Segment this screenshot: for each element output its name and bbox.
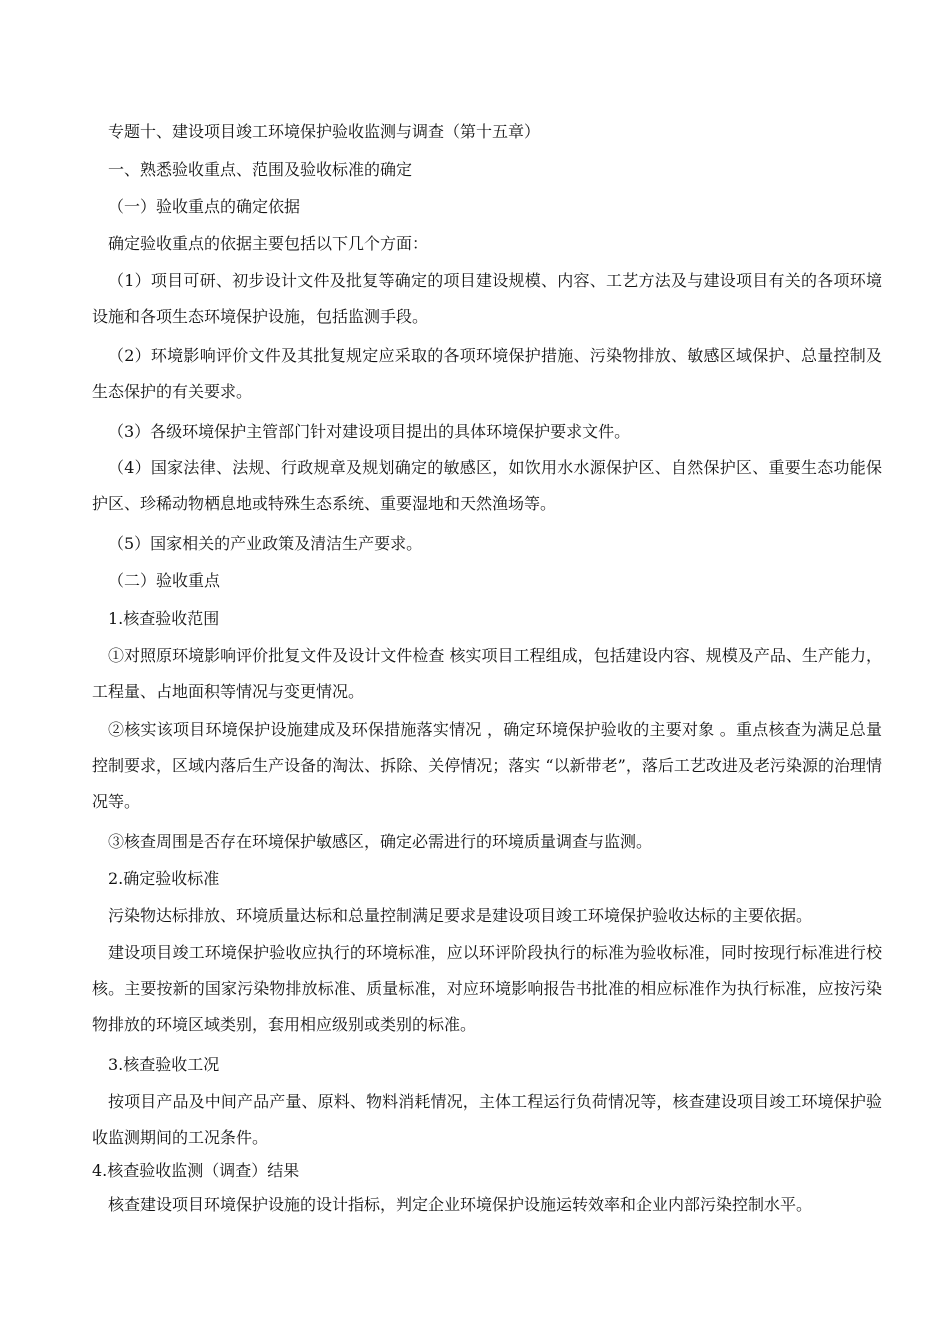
conditions-paragraph: 按项目产品及中间产品产量、原料、物料消耗情况，主体工程运行负荷情况等，核查建设项目竣工环境保护验收监测期间的工况条件。	[92, 1092, 882, 1147]
subsection-heading-1: （一）验收重点的确定依据	[108, 197, 301, 216]
results-paragraph: 核查建设项目环境保护设施的设计指标，判定企业环境保护设施运转效率和企业内部污染控制水平。	[108, 1195, 813, 1214]
check-item-3: ③核查周围是否存在环境保护敏感区，确定必需进行的环境质量调查与监测。	[108, 832, 653, 851]
item-4-paragraph: （4）国家法律、法规、行政规章及规划确定的敏感区，如饮用水水源保护区、自然保护区、重要生态功能保护区、珍稀动物栖息地或特殊生态系统、重要湿地和天然渔场等。	[92, 458, 882, 513]
subsection-heading-2: （二）验收重点	[108, 571, 221, 590]
check-item-1: ①对照原环境影响评价批复文件及设计文件检查 核实项目工程组成，包括建设内容、规模及产品、生产能力，工程量、占地面积等情况与变更情况。	[92, 646, 882, 701]
heading-conditions: 3.核查验收工况	[108, 1055, 220, 1074]
item-2-paragraph: （2）环境影响评价文件及其批复规定应采取的各项环境保护措施、污染物排放、敏感区域保护、总量控制及生态保护的有关要求。	[92, 346, 882, 401]
standards-paragraph-1: 污染物达标排放、环境质量达标和总量控制满足要求是建设项目竣工环境保护验收达标的主要依据。	[108, 906, 813, 925]
check-item-2: ②核实该项目环境保护设施建成及环保措施落实情况 ，确定环境保护验收的主要对象 。重点核查为满足总量控制要求，区域内落后生产设备的淘汰、拆除、关停情况；落实 “以新带老”，落后工艺改进及老污染源的治理情况等。	[92, 720, 882, 811]
item-5-paragraph: （5）国家相关的产业政策及清洁生产要求。	[108, 534, 423, 553]
doc-title: 专题十、建设项目竣工环境保护验收监测与调查（第十五章）	[108, 122, 541, 141]
heading-standards: 2.确定验收标准	[108, 869, 220, 888]
item-3-paragraph: （3）各级环境保护主管部门针对建设项目提出的具体环境保护要求文件。	[108, 422, 631, 441]
section-heading-1: 一、熟悉验收重点、范围及验收标准的确定	[108, 160, 413, 179]
standards-paragraph-2: 建设项目竣工环境保护验收应执行的环境标准，应以环评阶段执行的标准为验收标准，同时按现行标准进行校核。主要按新的国家污染物排放标准、质量标准，对应环境影响报告书批准的相应标准作为执行标准，应按污染物排放的环境区域类别，套用相应级别或类别的标准。	[92, 943, 882, 1034]
heading-results: 4.核查验收监测（调查）结果	[92, 1161, 300, 1180]
intro-paragraph: 确定验收重点的依据主要包括以下几个方面：	[108, 234, 429, 253]
heading-check-scope: 1.核查验收范围	[108, 609, 220, 628]
item-1-paragraph: （1）项目可研、初步设计文件及批复等确定的项目建设规模、内容、工艺方法及与建设项目有关的各项环境设施和各项生态环境保护设施，包括监测手段。	[92, 271, 882, 326]
